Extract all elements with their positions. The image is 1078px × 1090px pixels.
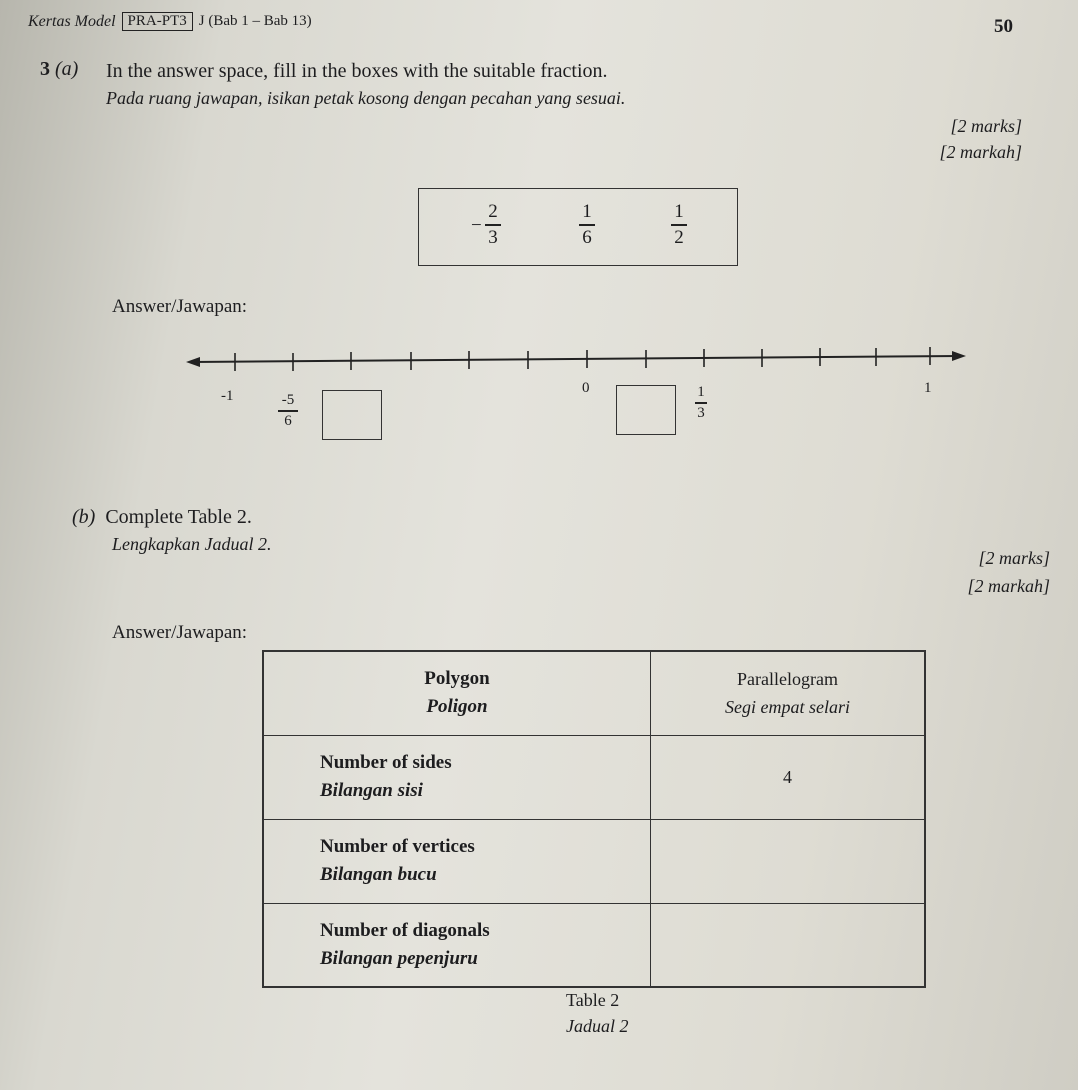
table-caption-ms: Jadual 2 xyxy=(566,1016,629,1036)
table-row xyxy=(263,735,925,819)
part-b-instruction-en: (b) Complete Table 2. xyxy=(72,506,252,528)
paper-header xyxy=(28,12,312,31)
part-a-marks-en: [2 marks] xyxy=(950,116,1022,136)
value-sides: 4 xyxy=(651,735,926,819)
table-header-parallelogram: Parallelogram Segi empat selari xyxy=(651,651,926,735)
part-a-instruction-ms: Pada ruang jawapan, isikan petak kosong dengan pecahan yang sesuai. xyxy=(106,88,626,108)
paper-chapters: J (Bab 1 – Bab 13) xyxy=(198,13,312,29)
answer-cell-vertices[interactable] xyxy=(651,819,926,903)
part-a-answer-label: Answer/Jawapan: xyxy=(112,296,248,317)
row-label-vertices: Number of vertices Bilangan bucu xyxy=(263,819,651,903)
tick-label-one: 1 xyxy=(924,380,932,396)
paper-code: PRA-PT3 xyxy=(122,12,193,31)
table-header-polygon: Polygon Poligon xyxy=(263,651,651,735)
answer-cell-diagonals[interactable] xyxy=(651,903,926,987)
polygon-table xyxy=(262,650,926,988)
tick-label-minus-one: -1 xyxy=(221,388,234,404)
table-header-row xyxy=(263,651,925,735)
part-b-instruction-ms: Lengkapkan Jadual 2. xyxy=(112,534,272,554)
part-b-answer-label: Answer/Jawapan: xyxy=(112,622,248,643)
answer-box-2[interactable] xyxy=(616,385,676,435)
row-label-diagonals: Number of diagonals Bilangan pepenjuru xyxy=(263,903,651,987)
table-row xyxy=(263,903,925,987)
table-caption-en: Table 2 xyxy=(566,990,620,1010)
fraction-choice-neg-two-thirds: − 2 3 xyxy=(485,201,501,249)
number-line xyxy=(0,340,1078,390)
tick-label-one-third: 1 3 xyxy=(695,384,707,422)
answer-box-1[interactable] xyxy=(322,390,382,440)
fraction-choice-one-half: 1 2 xyxy=(671,201,687,249)
fraction-choice-one-sixth: 1 6 xyxy=(579,201,595,249)
tick-label-minus-five-sixths: -5 6 xyxy=(278,392,298,430)
paper-prefix: Kertas Model xyxy=(28,12,116,30)
part-b-marks-en: [2 marks] xyxy=(978,548,1050,568)
fraction-choices-box xyxy=(418,188,738,266)
part-a-instruction-en: In the answer space, fill in the boxes with the suitable fraction. xyxy=(106,60,608,82)
tick-label-zero: 0 xyxy=(582,380,590,396)
number-line-axis xyxy=(192,356,960,362)
right-arrow-icon xyxy=(952,351,966,361)
part-a-marks-ms: [2 markah] xyxy=(939,142,1022,162)
part-b-marks-ms: [2 markah] xyxy=(967,576,1050,596)
page-number: 50 xyxy=(994,16,1013,37)
row-label-sides: Number of sides Bilangan sisi xyxy=(263,735,651,819)
question-number: 3 (a) xyxy=(40,58,79,80)
left-arrow-icon xyxy=(186,357,200,367)
table-row xyxy=(263,819,925,903)
